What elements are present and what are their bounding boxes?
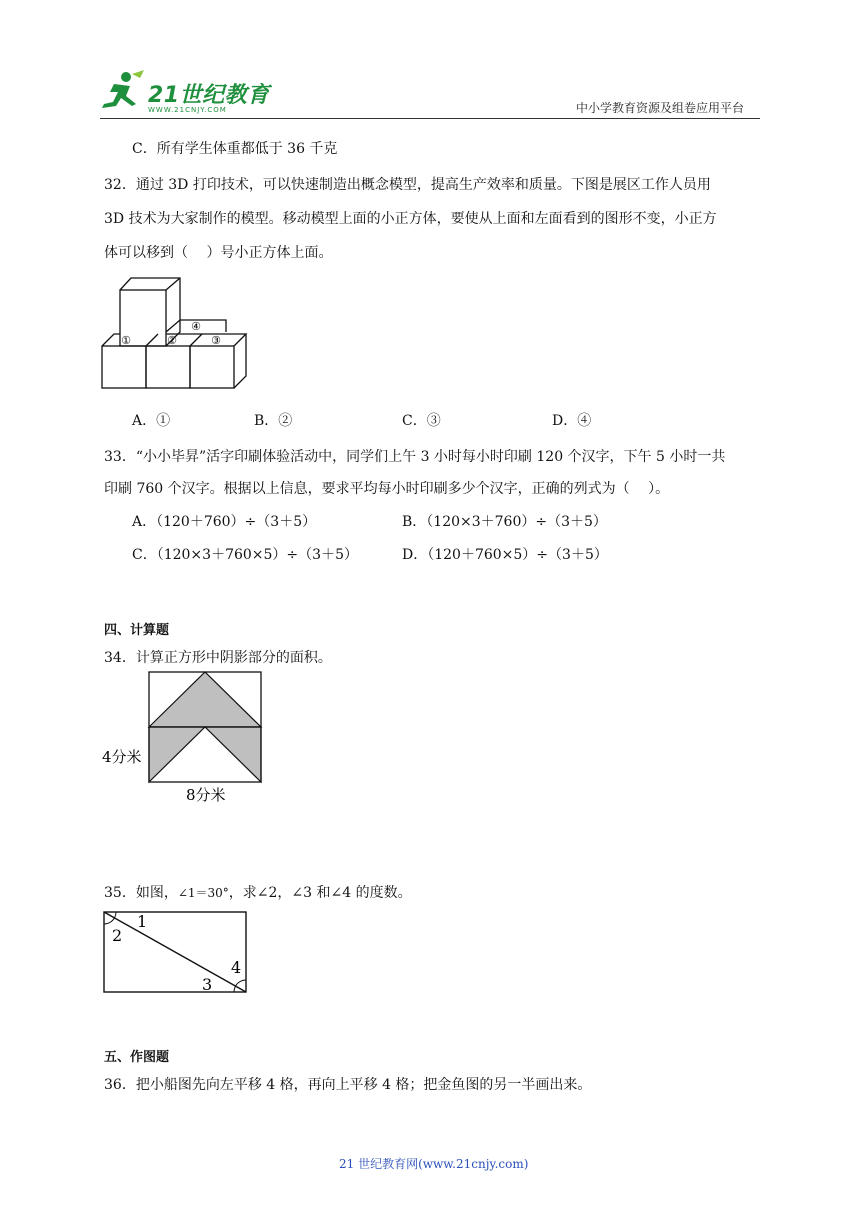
angle-label-1: 1 xyxy=(137,912,148,931)
header-rule xyxy=(100,118,760,119)
q32-option-a: A．① xyxy=(132,413,171,429)
q32-option-b: B．② xyxy=(254,413,293,429)
section-4-title: 四、计算题 xyxy=(104,623,170,638)
q33-option-b: B．（120×3＋760）÷（3＋5） xyxy=(402,514,607,530)
angle-label-3: 3 xyxy=(202,975,213,994)
q32-option-c: C．③ xyxy=(402,413,441,429)
q35-angle-given: ∠1＝30° xyxy=(177,886,229,900)
q35-prefix: 35．如图， xyxy=(104,885,178,901)
angle-label-4: 4 xyxy=(231,958,242,977)
q34-text: 34．计算正方形中阴影部分的面积。 xyxy=(104,650,332,666)
q33-option-c: C．（120×3＋760×5）÷（3＋5） xyxy=(132,547,358,563)
cube-label-4: ④ xyxy=(191,320,201,333)
angle-label-2: 2 xyxy=(112,926,123,945)
q32-option-d: D．④ xyxy=(552,413,592,429)
q36-text: 36．把小船图先向左平移 4 格，再向上平移 4 格；把金鱼图的另一半画出来。 xyxy=(104,1077,592,1093)
shaded-square-figure xyxy=(100,668,270,806)
cube-label-2: ② xyxy=(167,334,177,347)
q32-line-1: 32．通过 3D 打印技术，可以快速制造出概念模型，提高生产效率和质量。下图是展区工作人员用 xyxy=(104,177,711,193)
footer-text: 21 世纪教育网(www.21cnjy.com) xyxy=(339,1157,529,1171)
q33-line-2: 印刷 760 个汉字。根据以上信息，要求平均每小时印刷多少个汉字，正确的列式为（ ）。 xyxy=(104,481,670,497)
cube-label-3: ③ xyxy=(211,334,221,347)
site-logo xyxy=(96,70,276,116)
q35-text xyxy=(104,882,412,902)
logo-text: 21世纪教育 xyxy=(148,83,270,108)
q31-option-c: C．所有学生体重都低于 36 千克 xyxy=(132,141,338,157)
height-label: 4分米 xyxy=(102,748,142,766)
cube-label-1: ① xyxy=(121,334,131,347)
width-label: 8分米 xyxy=(186,786,226,804)
runner-logo-icon xyxy=(96,70,146,114)
section-5-title: 五、作图题 xyxy=(104,1050,170,1065)
header-slogan: 中小学教育资源及组卷应用平台 xyxy=(576,101,745,115)
q32-line-3: 体可以移到（ ）号小正方体上面。 xyxy=(104,245,333,261)
q33-line-1: 33．“小小毕昇”活字印刷体验活动中，同学们上午 3 小时每小时印刷 120 个汉字，下午 5 小时一共 xyxy=(104,449,726,465)
cube-model-figure xyxy=(100,276,260,392)
rectangle-angle-figure xyxy=(100,908,252,998)
q32-line-2: 3D 技术为大家制作的模型。移动模型上面的小正方体，要使从上面和左面看到的图形不变，小正方 xyxy=(104,211,717,227)
q33-option-d: D．（120＋760×5）÷（3＋5） xyxy=(402,547,608,563)
q35-suffix: ，求∠2，∠3 和∠4 的度数。 xyxy=(228,885,412,901)
logo-url: WWW.21CNJY.COM xyxy=(148,106,227,114)
q33-option-a: A．（120＋760）÷（3＋5） xyxy=(132,514,317,530)
